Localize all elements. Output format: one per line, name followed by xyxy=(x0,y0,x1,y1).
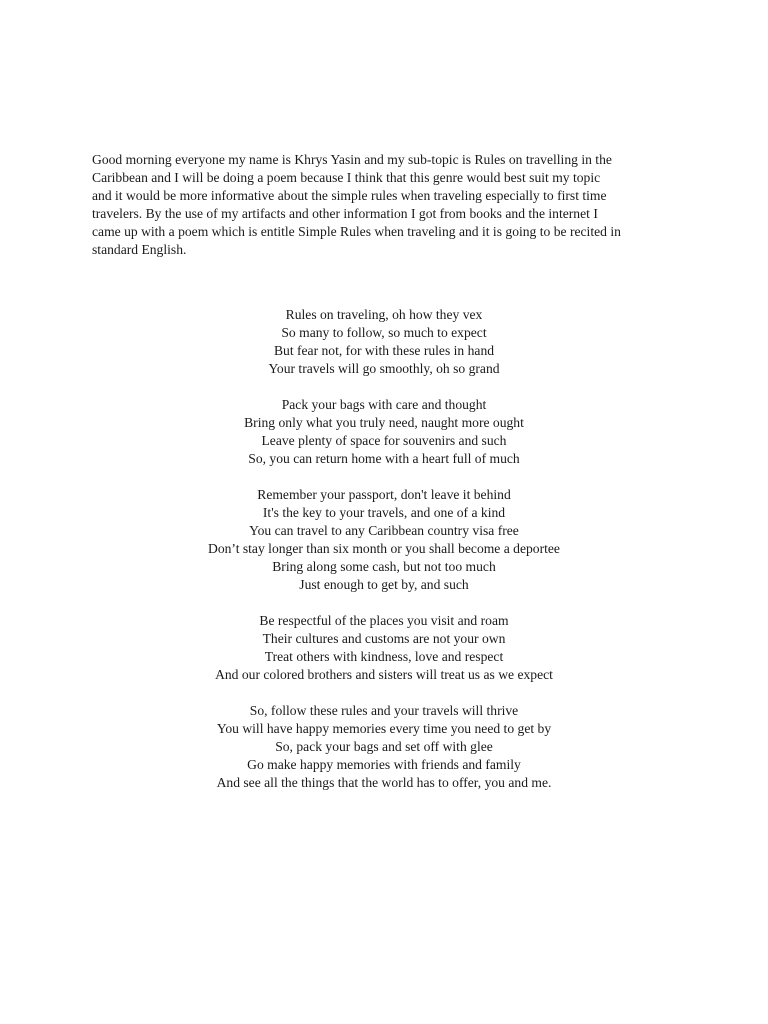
intro-line: Good morning everyone my name is Khrys Yasin and my sub-topic is Rules on travelling in the xyxy=(92,152,612,167)
poem-stanza-4 xyxy=(0,612,768,684)
poem-stanza-5 xyxy=(0,702,768,792)
poem-line: So, pack your bags and set off with glee xyxy=(275,739,493,754)
poem-line: Bring only what you truly need, naught more ought xyxy=(244,415,524,430)
poem-line: Remember your passport, don't leave it behind xyxy=(257,487,511,502)
poem-stanza-1 xyxy=(0,306,768,378)
poem-line: Bring along some cash, but not too much xyxy=(272,559,496,574)
poem-line: It's the key to your travels, and one of a kind xyxy=(262,505,506,520)
intro-line: standard English. xyxy=(92,242,187,257)
poem-line: You will have happy memories every time you need to get by xyxy=(216,721,552,736)
poem-line: Rules on traveling, oh how they vex xyxy=(285,307,483,322)
poem xyxy=(0,306,768,810)
intro-line: and it would be more informative about the simple rules when traveling especially to first time xyxy=(92,188,607,203)
poem-line: Leave plenty of space for souvenirs and such xyxy=(261,433,507,448)
poem-line: So, you can return home with a heart full of much xyxy=(248,451,520,466)
intro-line: Caribbean and I will be doing a poem because I think that this genre would best suit my topic xyxy=(92,170,601,185)
poem-line: And see all the things that the world has to offer, you and me. xyxy=(216,775,552,790)
poem-line: Just enough to get by, and such xyxy=(299,577,469,592)
poem-line: Their cultures and customs are not your own xyxy=(262,631,506,646)
poem-line: So many to follow, so much to expect xyxy=(281,325,487,340)
intro-line: travelers. By the use of my artifacts and other information I got from books and the internet I xyxy=(92,206,598,221)
poem-line: Treat others with kindness, love and respect xyxy=(264,649,504,664)
intro-paragraph xyxy=(92,151,682,259)
intro-line: came up with a poem which is entitle Simple Rules when traveling and it is going to be recited in xyxy=(92,224,621,239)
poem-stanza-3 xyxy=(0,486,768,594)
poem-line: Be respectful of the places you visit and roam xyxy=(259,613,509,628)
poem-line: Go make happy memories with friends and family xyxy=(247,757,521,772)
poem-line: So, follow these rules and your travels will thrive xyxy=(249,703,519,718)
poem-line: Pack your bags with care and thought xyxy=(281,397,487,412)
poem-line: But fear not, for with these rules in hand xyxy=(273,343,495,358)
poem-stanza-2 xyxy=(0,396,768,468)
poem-line: Don’t stay longer than six month or you shall become a deportee xyxy=(208,541,560,556)
poem-line: You can travel to any Caribbean country visa free xyxy=(249,523,519,538)
poem-line: Your travels will go smoothly, oh so grand xyxy=(268,361,500,376)
poem-line: And our colored brothers and sisters will treat us as we expect xyxy=(215,667,553,682)
